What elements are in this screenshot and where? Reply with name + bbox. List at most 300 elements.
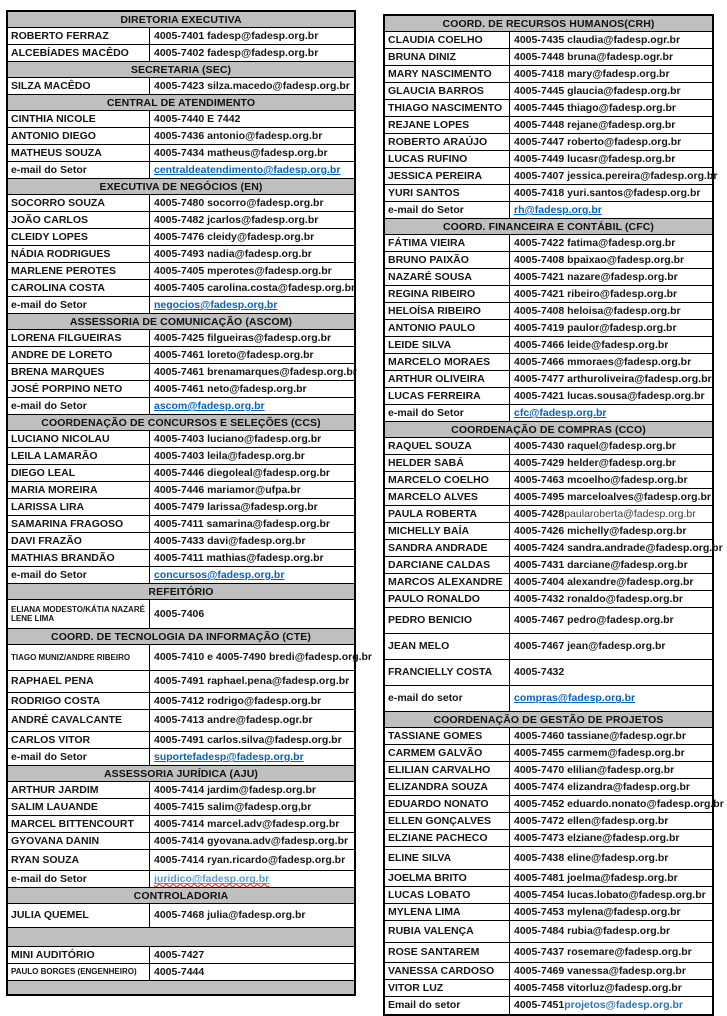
table-row <box>385 686 712 712</box>
contact-info <box>510 489 714 505</box>
person-name <box>385 660 510 685</box>
sector-email-link[interactable]: suportefadesp@fadesp.org.br <box>154 750 304 763</box>
section-title: COORDENAÇÃO DE COMPRAS (CCO) <box>451 423 646 436</box>
contact-info <box>510 686 712 711</box>
person-name-text: MATHIAS BRANDÃO <box>11 551 115 564</box>
person-name <box>385 887 510 903</box>
table-row <box>385 634 712 660</box>
contact-text: 4005-7410 e 4005-7490 bredi@fadesp.org.br <box>154 651 373 664</box>
person-name-text: PAULO BORGES (ENGENHEIRO) <box>11 967 137 977</box>
person-name-text: LORENA FILGUEIRAS <box>11 331 122 344</box>
person-name <box>385 151 510 167</box>
person-name-text: MARCELO ALVES <box>388 490 478 503</box>
person-name <box>8 431 150 447</box>
table-row <box>8 799 354 816</box>
table-row <box>385 887 712 904</box>
contact-text: 4005-7451 <box>514 999 565 1012</box>
contact-info <box>150 431 354 447</box>
table-row <box>385 83 712 100</box>
table-row <box>8 111 354 128</box>
person-name-text: BRUNA DINIZ <box>388 50 456 63</box>
person-name <box>8 195 150 211</box>
directory-table-right <box>383 14 724 1016</box>
table-row <box>385 388 712 405</box>
contact-text: 4005-7436 antonio@fadesp.org.br <box>154 129 323 142</box>
contact-text: 4005-7482 jcarlos@fadesp.org.br <box>154 213 319 226</box>
contact-text: 4005-7422 fatima@fadesp.org.br <box>514 236 676 249</box>
person-name-text: ROBERTO ARAÚJO <box>388 135 488 148</box>
contact-text: 4005-7424 sandra.andrade@fadesp.org.br <box>514 541 723 554</box>
contact-text: 4005-7414 jardim@fadesp.org.br <box>154 783 316 796</box>
person-name <box>8 28 150 44</box>
person-name-text: MARY NASCIMENTO <box>388 67 492 80</box>
section-title: CONTROLADORIA <box>133 889 229 902</box>
contact-text: paularoberta@fadesp.org.br <box>564 507 696 520</box>
contact-info <box>150 904 354 927</box>
person-name <box>385 66 510 82</box>
table-row <box>8 330 354 347</box>
person-name-text: e-mail do Setor <box>388 203 464 216</box>
table-row <box>385 506 712 523</box>
person-name <box>8 533 150 549</box>
contact-info <box>150 330 354 346</box>
contact-text: 4005-7411 samarina@fadesp.org.br <box>154 517 330 530</box>
contact-text: 4005-7405 carolina.costa@fadesp.org.br <box>154 281 356 294</box>
table-row <box>8 533 354 550</box>
person-name <box>385 796 510 812</box>
person-name <box>385 455 510 471</box>
contact-text: 4005-7468 julia@fadesp.org.br <box>154 909 306 922</box>
table-row <box>8 904 354 928</box>
person-name-text: ELIZANDRA SOUZA <box>388 780 488 793</box>
person-name <box>385 252 510 268</box>
contact-info <box>150 195 354 211</box>
contact-info <box>150 465 354 481</box>
person-name <box>385 388 510 404</box>
table-row <box>385 337 712 354</box>
contact-text: 4005-7470 elilian@fadesp.org.br <box>514 763 675 776</box>
person-name <box>8 749 150 765</box>
person-name <box>8 398 150 414</box>
contact-text: 4005-7493 nadia@fadesp.org.br <box>154 247 312 260</box>
contact-info <box>150 297 354 313</box>
contact-text: 4005-7455 carmem@fadesp.org.br <box>514 746 685 759</box>
table-row <box>385 540 723 557</box>
contact-info <box>150 947 354 963</box>
contact-text: 4005-7432 <box>514 666 565 679</box>
person-name-text: THIAGO NASCIMENTO <box>388 101 503 114</box>
person-name <box>385 405 510 421</box>
person-name-text: CINTHIA NICOLE <box>11 112 96 125</box>
contact-text: 4005-7431 darciane@fadesp.org.br <box>514 558 688 571</box>
contact-text: 4005-7423 silza.macedo@fadesp.org.br <box>154 79 350 92</box>
contact-text: 4005-7491 carlos.silva@fadesp.org.br <box>154 733 342 746</box>
sector-email-link[interactable]: rh@fadesp.org.br <box>514 203 602 216</box>
person-name <box>385 49 510 65</box>
sector-email-link[interactable]: ascom@fadesp.org.br <box>154 399 265 412</box>
table-row <box>385 870 712 887</box>
contact-info <box>150 246 354 262</box>
person-name-text: FÁTIMA VIEIRA <box>388 236 466 249</box>
section-header <box>385 16 712 32</box>
contact-text: 4005-7461 brenamarques@fadesp.org.br <box>154 365 357 378</box>
person-name-text: JOÃO CARLOS <box>11 213 89 226</box>
person-name-text: ELINE SILVA <box>388 851 452 864</box>
person-name <box>8 347 150 363</box>
person-name-text: HELOÍSA RIBEIRO <box>388 304 481 317</box>
table-row <box>8 671 354 693</box>
person-name <box>8 499 150 515</box>
table-row <box>385 354 712 371</box>
person-name <box>385 269 510 285</box>
contact-info <box>510 830 712 846</box>
contact-text: 4005-7481 joelma@fadesp.org.br <box>514 871 678 884</box>
person-name-text: MARIA MOREIRA <box>11 483 98 496</box>
person-name-text: MARLENE PEROTES <box>11 264 117 277</box>
person-name <box>385 185 510 201</box>
contact-info <box>150 693 354 709</box>
contact-text: 4005-7401 fadesp@fadesp.org.br <box>154 29 319 42</box>
person-name <box>385 32 510 48</box>
person-name-text: e-mail do setor <box>388 692 463 705</box>
table-row <box>8 710 354 732</box>
section-title: COORDENAÇÃO DE CONCURSOS E SELEÇÕES (CCS) <box>41 416 321 429</box>
sector-email-link[interactable]: projetos@fadesp.org.br <box>564 999 683 1012</box>
table-row <box>385 320 712 337</box>
person-name <box>8 600 150 628</box>
contact-text: 4005-7405 mperotes@fadesp.org.br <box>154 264 332 277</box>
contact-text: 4005-7414 marcel.adv@fadesp.org.br <box>154 817 340 830</box>
sector-email-link[interactable]: concursos@fadesp.org.br <box>154 568 285 581</box>
contact-info <box>150 45 354 61</box>
contact-text: 4005-7446 mariamor@ufpa.br <box>154 483 301 496</box>
sector-email-link[interactable]: centraldeatendimento@fadesp.org.br <box>154 163 341 176</box>
contact-info <box>150 516 354 532</box>
person-name-text: ANDRÉ CAVALCANTE <box>11 714 123 727</box>
contact-text: 4005-7466 leide@fadesp.org.br <box>514 338 669 351</box>
table-row <box>385 32 712 49</box>
person-name <box>8 212 150 228</box>
person-name-text: ELLEN GONÇALVES <box>388 814 492 827</box>
contact-info <box>150 381 354 397</box>
person-name <box>8 162 150 178</box>
person-name <box>8 693 150 709</box>
person-name-text: REJANE LOPES <box>388 118 470 131</box>
person-name <box>385 134 510 150</box>
sector-email-link[interactable]: cfc@fadesp.org.br <box>514 406 607 419</box>
person-name-text: e-mail do Setor <box>11 568 87 581</box>
contact-info <box>510 388 712 404</box>
person-name <box>8 645 150 670</box>
table-row <box>385 202 712 219</box>
person-name <box>385 117 510 133</box>
person-name <box>8 263 150 279</box>
contact-info <box>150 145 354 161</box>
contact-info <box>510 202 712 218</box>
contact-text: 4005-7480 socorro@fadesp.org.br <box>154 196 324 209</box>
contact-info <box>510 66 712 82</box>
contact-text: 4005-7403 leila@fadesp.org.br <box>154 449 305 462</box>
person-name-text: JOSÉ PORPINO NETO <box>11 382 123 395</box>
contact-info <box>510 608 712 633</box>
person-name <box>385 354 510 370</box>
person-name <box>8 732 150 748</box>
person-name <box>8 816 150 832</box>
table-row <box>8 145 354 162</box>
person-name-text: ELILIAN CARVALHO <box>388 763 491 776</box>
person-name <box>8 280 150 296</box>
person-name <box>385 980 510 996</box>
table-row <box>8 398 354 415</box>
contact-info <box>510 506 712 522</box>
contact-info <box>510 980 712 996</box>
contact-info <box>510 49 712 65</box>
person-name-text: CARLOS VITOR <box>11 733 91 746</box>
table-row <box>385 728 712 745</box>
table-row <box>8 947 354 964</box>
table-row <box>8 246 354 263</box>
table-row <box>385 438 712 455</box>
contact-text: 4005-7438 eline@fadesp.org.br <box>514 851 669 864</box>
person-name-text: LUCAS FERREIRA <box>388 389 481 402</box>
person-name-text: RAPHAEL PENA <box>11 675 94 688</box>
table-row <box>385 66 712 83</box>
contact-info <box>510 660 712 685</box>
table-row <box>8 516 354 533</box>
contact-text: 4005-7418 yuri.santos@fadesp.org.br <box>514 186 701 199</box>
person-name <box>385 745 510 761</box>
contact-text: 4005-7484 rubia@fadesp.org.br <box>514 925 671 938</box>
person-name-text: RODRIGO COSTA <box>11 694 101 707</box>
contact-text: 4005-7469 vanessa@fadesp.org.br <box>514 964 686 977</box>
person-name-text: e-mail do Setor <box>11 872 87 885</box>
contact-info <box>510 337 712 353</box>
person-name <box>385 574 510 590</box>
person-name-text: REGINA RIBEIRO <box>388 287 476 300</box>
person-name-text: SILZA MACÊDO <box>11 79 91 92</box>
person-name-text: LUCAS LOBATO <box>388 888 471 901</box>
contact-text: 4005-7427 <box>154 948 205 961</box>
table-row <box>385 997 712 1014</box>
person-name <box>8 330 150 346</box>
person-name <box>385 686 510 711</box>
person-name-text: NÁDIA RODRIGUES <box>11 247 111 260</box>
table-row <box>8 448 354 465</box>
contact-info <box>150 749 354 765</box>
person-name-text: FRANCIELLY COSTA <box>388 666 493 679</box>
contact-text: 4005-7460 tassiane@fadesp.ogr.br <box>514 729 686 742</box>
contact-info <box>150 550 354 566</box>
table-row <box>8 128 354 145</box>
contact-info <box>150 732 354 748</box>
contact-text: 4005-7402 fadesp@fadesp.org.br <box>154 46 319 59</box>
section-header <box>385 219 712 235</box>
table-row <box>385 745 712 762</box>
person-name-text: VITOR LUZ <box>388 981 444 994</box>
table-row <box>8 431 354 448</box>
contact-text: 4005-7412 rodrigo@fadesp.org.br <box>154 694 322 707</box>
table-row <box>385 168 718 185</box>
contact-text: 4005-7411 mathias@fadesp.org.br <box>154 551 324 564</box>
person-name-text: CLAUDIA COELHO <box>388 33 483 46</box>
table-row <box>385 574 712 591</box>
person-name <box>385 523 510 539</box>
contact-text: 4005-7406 <box>154 607 205 620</box>
contact-text: 4005-7491 raphael.pena@fadesp.org.br <box>154 675 350 688</box>
person-name <box>8 833 150 849</box>
person-name <box>385 337 510 353</box>
person-name-text: SALIM LAUANDE <box>11 800 98 813</box>
person-name <box>8 145 150 161</box>
person-name-text: PAULO RONALDO <box>388 592 480 605</box>
table-row <box>8 749 354 766</box>
contact-info <box>150 964 354 980</box>
table-row <box>385 762 712 779</box>
person-name <box>8 850 150 870</box>
person-name-text: ROSE SANTAREM <box>388 946 480 959</box>
person-name <box>8 964 150 980</box>
person-name <box>8 381 150 397</box>
person-name-text: LARISSA LIRA <box>11 500 85 513</box>
contact-text: 4005-7472 ellen@fadesp.org.br <box>514 814 669 827</box>
contact-info <box>150 871 354 887</box>
table-row <box>8 782 354 799</box>
table-row <box>8 229 354 246</box>
contact-text: 4005-7445 thiago@fadesp.org.br <box>514 101 676 114</box>
contact-info <box>510 168 720 184</box>
contact-info <box>150 567 354 583</box>
contact-info <box>510 557 712 573</box>
contact-info <box>510 252 712 268</box>
contact-info <box>150 398 354 414</box>
empty-row <box>8 981 354 994</box>
table-row <box>385 117 712 134</box>
contact-info <box>510 870 712 886</box>
person-name <box>8 904 150 927</box>
contact-info <box>150 600 354 628</box>
contact-info <box>510 83 712 99</box>
section-header <box>8 415 354 431</box>
person-name <box>8 482 150 498</box>
contact-info <box>510 134 712 150</box>
contact-text: 4005-7415 salim@fadesp.org,br <box>154 800 312 813</box>
table-row <box>385 303 712 320</box>
person-name <box>8 246 150 262</box>
section-title: ASSESSORIA DE COMUNICAÇÃO (ASCOM) <box>69 315 293 328</box>
contact-info <box>510 269 712 285</box>
person-name-text: CLEIDY LOPES <box>11 230 88 243</box>
person-name-text: CAROLINA COSTA <box>11 281 105 294</box>
contact-info <box>150 212 354 228</box>
person-name-text: MARCOS ALEXANDRE <box>388 575 503 588</box>
person-name-text: BRENA MARQUES <box>11 365 105 378</box>
table-row <box>385 830 712 847</box>
contact-info <box>150 710 354 731</box>
contact-text: 4005-7435 claudia@fadesp.ogr.br <box>514 33 681 46</box>
person-name-text: JESSICA PEREIRA <box>388 169 483 182</box>
person-name-text: e-mail do Setor <box>11 298 87 311</box>
section-title: COORD. DE RECURSOS HUMANOS(CRH) <box>442 17 655 30</box>
contact-text: 4005-7452 eduardo.nonato@fadesp.org.br <box>514 797 724 810</box>
contact-info <box>510 438 712 454</box>
sector-email-link[interactable]: negocios@fadesp.org.br <box>154 298 278 311</box>
contact-info <box>510 796 727 812</box>
table-row <box>385 963 712 980</box>
contact-info <box>150 128 354 144</box>
contact-info <box>510 286 712 302</box>
person-name <box>385 303 510 319</box>
contact-text: 4005-7476 cleidy@fadesp.org.br <box>154 230 315 243</box>
section-title: SECRETARIA (SEC) <box>130 63 232 76</box>
sector-email-link[interactable]: compras@fadesp.org.br <box>514 692 636 705</box>
person-name <box>8 111 150 127</box>
person-name-text: MINI AUDITÓRIO <box>11 948 95 961</box>
person-name <box>385 235 510 251</box>
person-name <box>385 830 510 846</box>
contact-info <box>150 162 354 178</box>
sector-email-link[interactable]: juridico@fadesp.org.br <box>154 872 270 885</box>
contact-text: 4005-7473 elziane@fadesp.org.br <box>514 831 680 844</box>
contact-text: 4005-7477 arthuroliveira@fadesp.org.br <box>514 372 712 385</box>
section-title: CENTRAL DE ATENDIMENTO <box>106 96 256 109</box>
contact-info <box>150 364 360 380</box>
section-title: EXECUTIVA DE NEGÓCIOS (EN) <box>99 180 263 193</box>
person-name-text: GLAUCIA BARROS <box>388 84 484 97</box>
person-name <box>385 438 510 454</box>
contact-text: 4005-7448 rejane@fadesp.org.br <box>514 118 676 131</box>
table-row <box>8 280 354 297</box>
person-name-text: DAVI FRAZÃO <box>11 534 82 547</box>
person-name <box>8 45 150 61</box>
table-row <box>8 693 354 710</box>
section-header <box>385 422 712 438</box>
person-name <box>385 591 510 607</box>
person-name <box>8 364 150 380</box>
person-name-text: TASSIANE GOMES <box>388 729 483 742</box>
section-header <box>8 314 354 330</box>
person-name <box>8 871 150 887</box>
table-row <box>8 45 354 62</box>
table-row <box>385 371 712 388</box>
table-row <box>8 297 354 314</box>
table-row <box>8 964 354 981</box>
contact-text: 4005-7479 larissa@fadesp.org.br <box>154 500 318 513</box>
contact-text: 4005-7421 lucas.sousa@fadesp.org.br <box>514 389 705 402</box>
table-row <box>385 134 712 151</box>
person-name-text: ELZIANE PACHECO <box>388 831 488 844</box>
contact-info <box>510 847 712 869</box>
contact-info <box>150 28 354 44</box>
contact-text: 4005-7403 luciano@fadesp.org.br <box>154 432 322 445</box>
table-row <box>8 600 354 629</box>
section-header <box>8 62 354 78</box>
contact-info <box>510 523 712 539</box>
person-name <box>8 799 150 815</box>
person-name <box>8 567 150 583</box>
person-name <box>8 671 150 692</box>
person-name-text: SANDRA ANDRADE <box>388 541 488 554</box>
contact-text: 4005-7414 gyovana.adv@fadesp.org.br <box>154 834 349 847</box>
person-name-text: YURI SANTOS <box>388 186 460 199</box>
table-row <box>385 557 712 574</box>
table-row <box>385 847 712 870</box>
table-row <box>385 608 712 634</box>
person-name-text: LUCAS RUFINO <box>388 152 468 165</box>
table-row <box>385 455 712 472</box>
contact-info <box>510 779 712 795</box>
person-name <box>385 762 510 778</box>
contact-info <box>150 833 354 849</box>
